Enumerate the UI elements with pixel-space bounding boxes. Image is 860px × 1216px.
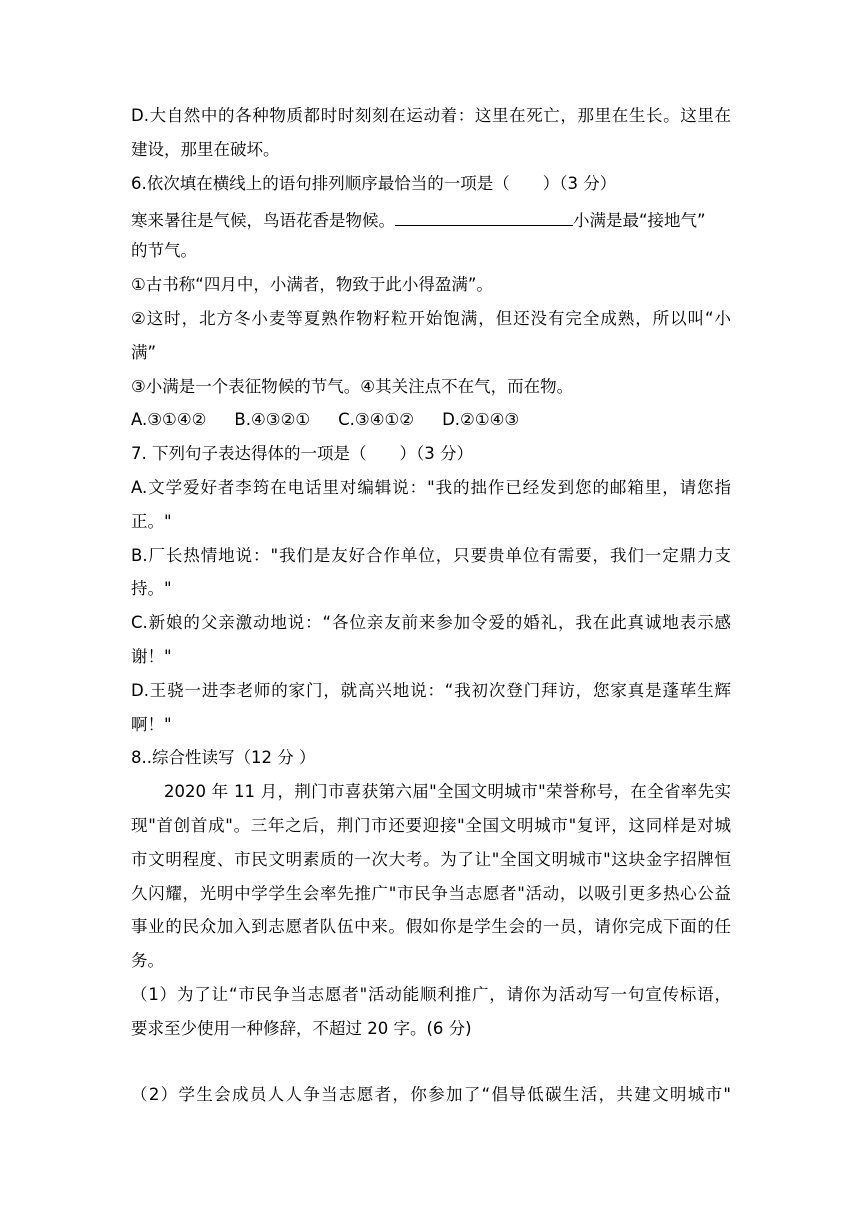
q8-paragraph-line5: 事业的民众加入到志愿者队伍中来。假如你是学生会的一员，请你完成下面的任	[131, 917, 731, 936]
q7-option-a-line2: 正。"	[131, 512, 172, 531]
q7-question: 7. 下列句子表达得体的一项是（ ）（3 分）	[131, 444, 473, 463]
q7-option-c-line2: 谢！"	[131, 647, 172, 666]
q8-paragraph-line4: 久闪耀，光明中学学生会率先推广"市民争当志愿者"活动，以吸引更多热心公益	[131, 884, 731, 903]
q6-option-d: D.②①④③	[442, 410, 520, 429]
q7-option-d-line1: D.王骁一进李老师的家门，就高兴地说：“我初次登门拜访，您家真是蓬荜生辉	[131, 681, 731, 700]
q8-title: 8..综合性读写（12 分 ）	[131, 748, 316, 767]
q8-sub2-line1: （2）学生会成员人人争当志愿者，你参加了“倡导低碳生活，共建文明城市"	[131, 1085, 731, 1104]
q8-sub1-line2: 要求至少使用一种修辞，不超过 20 字。(6 分)	[131, 1019, 472, 1038]
q6-item-2-line1: ②这时，北方冬小麦等夏熟作物籽粒开始饱满，但还没有完全成熟，所以叫“小	[131, 309, 731, 328]
q6-item-1: ①古书称“四月中，小满者，物致于此小得盈满”。	[131, 275, 493, 294]
q6-passage-before-blank: 寒来暑往是气候，鸟语花香是物候。	[131, 211, 395, 230]
q6-question: 6.依次填在横线上的语句排列顺序最恰当的一项是（ ）（3 分）	[131, 174, 617, 193]
q6-passage-line2: 的节气。	[131, 241, 197, 260]
q6-option-a: A.③①④②	[131, 410, 207, 429]
q6-passage-line1	[131, 208, 731, 231]
q6-item-3-4: ③小满是一个表征物候的节气。④其关注点不在气，而在物。	[131, 377, 574, 396]
q8-sub1-line1: （1）为了让“市民争当志愿者"活动能顺利推广，请你为活动写一句宣传标语，	[131, 985, 731, 1004]
q6-passage-after-blank: 小满是最“接地气”	[573, 211, 706, 230]
q5-option-d-line1: D.大自然中的各种物质都时时刻刻在运动着：这里在死亡，那里在生长。这里在	[131, 106, 731, 125]
q8-paragraph-line1: 2020 年 11 月，荆门市喜获第六届"全国文明城市"荣誉称号，在全省率先实	[164, 782, 731, 801]
q7-option-d-line2: 啊！"	[131, 715, 172, 734]
q5-option-d-line2: 建设，那里在破坏。	[131, 140, 280, 159]
q6-options	[131, 410, 731, 430]
q7-option-c-line1: C.新娘的父亲激动地说：“各位亲友前来参加令爱的婚礼，我在此真诚地表示感	[131, 613, 731, 632]
q7-option-b-line2: 持。"	[131, 579, 172, 598]
q8-paragraph-line6: 务。	[131, 951, 164, 970]
q6-option-b: B.④③②①	[234, 410, 311, 429]
q6-item-2-line2: 满”	[131, 343, 157, 362]
q8-paragraph-line3: 市文明程度、市民文明素质的一次大考。为了让"全国文明城市"这块金字招牌恒	[131, 850, 731, 869]
q8-paragraph-line2: 现"首创首成"。三年之后，荆门市还要迎接"全国文明城市"复评，这同样是对城	[131, 816, 731, 835]
answer-blank	[395, 208, 573, 226]
q6-option-c: C.③④①②	[338, 410, 415, 429]
q7-option-b-line1: B.厂长热情地说："我们是友好合作单位，只要贵单位有需要，我们一定鼎力支	[131, 546, 731, 565]
q7-option-a-line1: A.文学爱好者李筠在电话里对编辑说："我的拙作已经发到您的邮箱里，请您指	[131, 478, 731, 497]
